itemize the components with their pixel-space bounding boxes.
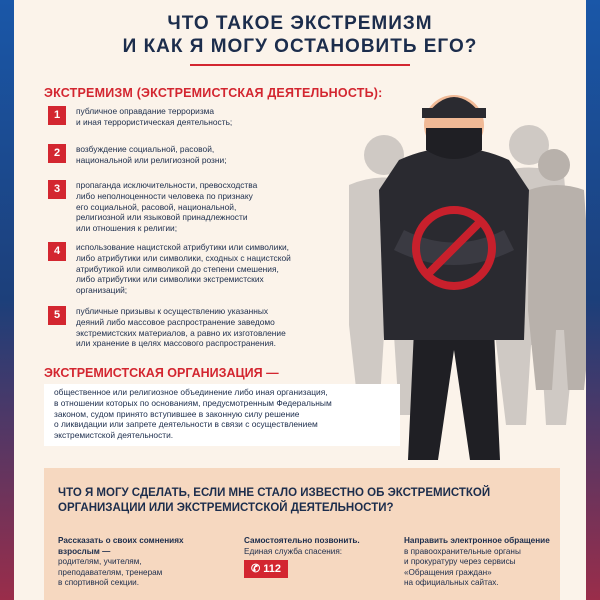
what-to-do-heading: ЧТО Я МОГУ СДЕЛАТЬ, ЕСЛИ МНЕ СТАЛО ИЗВЕСТНО ОБ ЭКСТРЕМИСТКОЙ ОРГАНИЗАЦИИ ИЛИ ЭКСТРЕМИСТСКОЙ ДЕЯТЕЛЬНОСТИ? (58, 487, 491, 514)
phone-icon: ✆ (250, 563, 264, 575)
what-to-do-panel (44, 468, 560, 600)
item-number: 1 (48, 106, 66, 125)
item-text: возбуждение социальной, расовой, национальной или религиозной розни; (76, 144, 227, 165)
item-number: 5 (48, 306, 66, 325)
item-text: публичное оправдание терроризма и иная террористическая деятельность; (76, 106, 233, 127)
item-text: использование нацистской атрибутики или символики, либо атрибутики или символики, сходных с нацистской атрибутикой или символикой до степени смешения, либо атрибутики или символики экстремистских организаций; (76, 242, 291, 296)
emergency-phone-badge: ✆ 112 (244, 560, 288, 578)
item-text: публичные призывы к осуществлению указанных деяний либо массовое распространение заведомо экстремистских материалов, а равно их изготовление или хранение в целях массового распространения. (76, 306, 286, 349)
organization-definition: общественное или религиозное объединение либо иная организация, в отношении которых по основаниям, предусмотренным Федеральным законом, судом принято вступившее в законную силу решение о ликвидации или запрете деятельности в связи с осуществлением экстремистской деятельности. (54, 387, 332, 441)
title-line-2: И КАК Я МОГУ ОСТАНОВИТЬ ЕГО? (122, 36, 478, 57)
advice-tell-adults: Рассказать о своих сомнениях взрослым — родителям, учителям, преподавателям, тренерам в спортивной секции. (58, 536, 184, 587)
left-frame (0, 0, 14, 600)
advice-online-appeal: Направить электронное обращение в правоохранительные органы и прокуратуру через сервисы «Обращения граждан» на официальных сайтах. (404, 536, 550, 587)
item-number: 4 (48, 242, 66, 261)
item-number: 2 (48, 144, 66, 163)
title-divider (190, 64, 410, 66)
item-number: 3 (48, 180, 66, 199)
poster (14, 0, 586, 600)
item-text: пропаганда исключительности, превосходства либо неполноценности человека по признаку его социальной, расовой, национальной, религиозной или языковой принадлежности или отношения к религии; (76, 180, 258, 234)
title-line-1: ЧТО ТАКОЕ ЭКСТРЕМИЗМ (167, 13, 433, 34)
extremism-heading: ЭКСТРЕМИЗМ (ЭКСТРЕМИСТСКАЯ ДЕЯТЕЛЬНОСТЬ): (44, 86, 383, 100)
organization-heading: ЭКСТРЕМИСТСКАЯ ОРГАНИЗАЦИЯ — (44, 366, 279, 380)
right-frame (586, 0, 600, 600)
advice-call: Самостоятельно позвонить. Единая служба спасения: (244, 536, 360, 556)
